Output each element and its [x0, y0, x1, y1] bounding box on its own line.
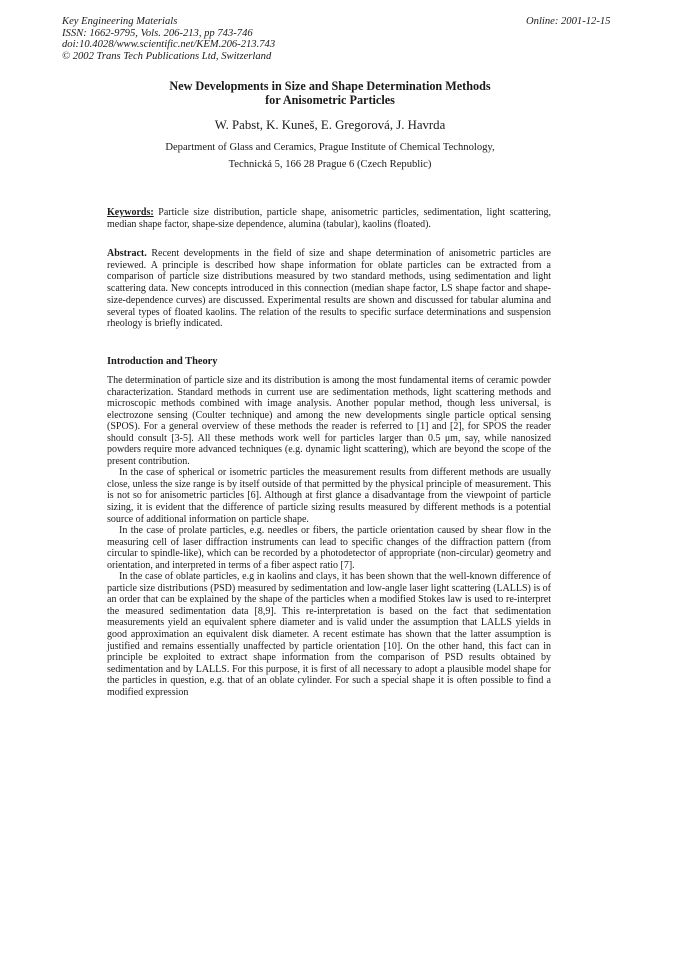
section-heading: Introduction and Theory	[107, 356, 218, 367]
body-text	[107, 375, 551, 698]
keywords-block	[107, 207, 551, 230]
paragraph: In the case of spherical or isometric particles the measurement results from different methods are usually close, unless the size range is by itself outside of that permitted by the physical principle of measurement. This is not so for anisometric particles [6]. Although at first glance a disadvantage from the viewpoint of particle sizing, it is evident that the difference of particle sizing results measured by different methods is a potential source of additional information on particle shape.	[107, 467, 551, 525]
paragraph: In the case of oblate particles, e.g in kaolins and clays, it has been shown that the well-known difference of particle size distributions (PSD) measured by sedimentation and low-angle laser light scattering (LALLS) is of an order that can be explained by the shape of the particles when a modified Stokes law is used to re-interpret the measured sedimentation data [8,9]. This re-interpretation is based on the fact that sedimentation measurements yield an equivalent sphere diameter and is valid under the assumption that LALLS yields in good approximation an equivalent disk diameter. A recent estimate has shown that the latter assumption is justified and remains essentially unaffected by particle orientation [10]. On the other hand, this fact can in principle be exploited to extract shape information from the comparison of PSD results obtained by sedimentation and by LALLS. For this purpose, it is first of all necessary to adopt a plausible model shape for the particles in question, e.g. that of an oblate cylinder. For such a special shape it is often possible to find a modified expression	[107, 571, 551, 698]
paragraph: In the case of prolate particles, e.g. needles or fibers, the particle orientation caused by shear flow in the measuring cell of laser diffraction instruments can lead to specific changes of the diffraction pattern (from circular to spindle-like), which can be recorded by a photodetector of appropriate (non-circular) geometry and orientation, and interpreted in terms of a fiber aspect ratio [7].	[107, 525, 551, 571]
abstract-text: Recent developments in the field of size and shape determination of anisometric particles are reviewed. A principle is described how shape information for oblate particles can be extracted from a comparison of particle size distributions measured by two standard methods, using sedimentation and light scattering data. New concepts introduced in this connection (median shape factor, LS shape factor and shape-size-dependence curves) are discussed. Experimental results are shown and discussed for tabular alumina and several types of floated kaolins. The relation of the results to specific surface determinations and suspension rheology is briefly indicated.	[107, 248, 551, 330]
affiliation	[60, 139, 600, 173]
journal-header	[62, 16, 275, 62]
abstract-label: Abstract.	[107, 248, 147, 259]
title-line-2: for Anisometric Particles	[265, 93, 395, 107]
doi-line: doi:10.4028/www.scientific.net/KEM.206-213.743	[62, 39, 276, 51]
copyright-line: © 2002 Trans Tech Publications Ltd, Switzerland	[62, 50, 272, 62]
online-date: Online: 2001-12-15	[526, 16, 611, 27]
authors: W. Pabst, K. Kuneš, E. Gregorová, J. Havrda	[214, 118, 446, 132]
paper-title	[60, 79, 600, 107]
abstract-block	[107, 248, 551, 330]
keywords-label: Keywords:	[107, 207, 154, 218]
issn-line: ISSN: 1662-9795, Vols. 206-213, pp 743-746	[62, 27, 253, 39]
title-line-1: New Developments in Size and Shape Determination Methods	[169, 79, 491, 93]
journal-name: Key Engineering Materials	[62, 16, 178, 27]
keywords-text: Particle size distribution, particle shape, anisometric particles, sedimentation, light scattering, median shape factor, shape-size dependence, alumina (tabular), kaolins (floated).	[107, 207, 551, 230]
affiliation-line-2: Technická 5, 166 28 Prague 6 (Czech Republic)	[228, 159, 432, 170]
affiliation-line-1: Department of Glass and Ceramics, Prague Institute of Chemical Technology,	[165, 142, 495, 153]
paragraph: The determination of particle size and its distribution is among the most fundamental items of ceramic powder characterization. Standard methods in current use are sedimentation methods, light scattering methods and microscopic methods combined with image analysis. Another popular method, though less universal, is electrozone sensing (Coulter technique) and among the new developments single particle optical sensing (SPOS). For a general overview of these methods the reader is referred to [1] and [2], for SPOS the reader should consult [3-5]. All these methods work well for particles larger than 0.5 μm, say, while nanosized powders require more advanced techniques (e.g. dynamic light scattering), which are beyond the scope of the present contribution.	[107, 375, 551, 467]
